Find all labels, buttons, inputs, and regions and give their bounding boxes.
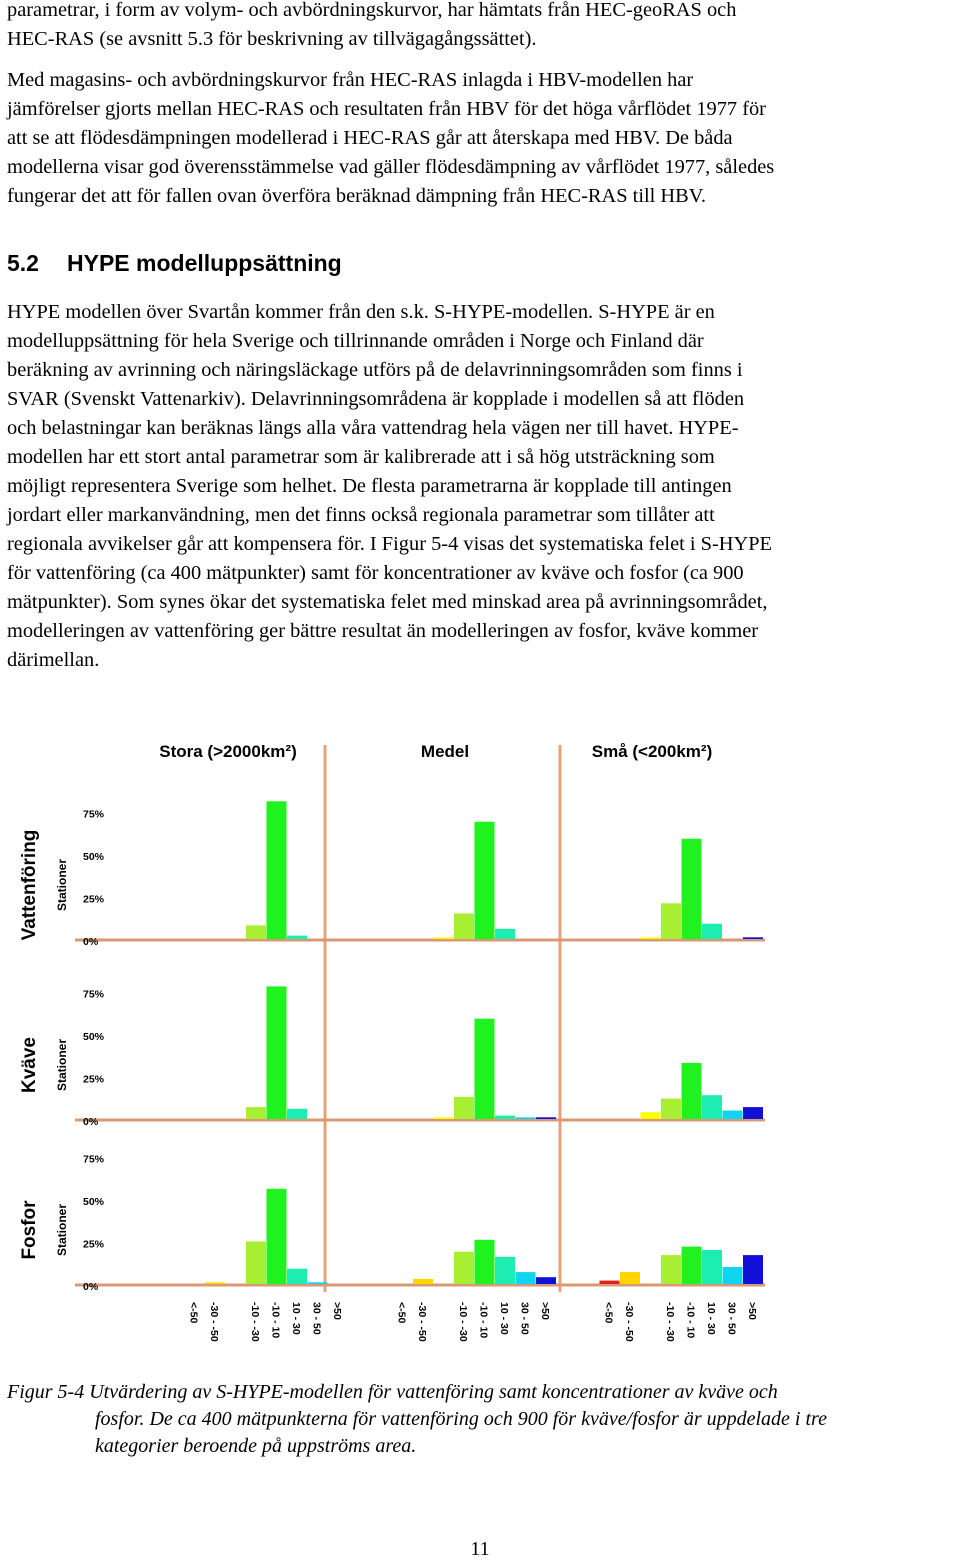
category-tick-label: 30 - 50 — [518, 1302, 531, 1335]
chart-bar — [287, 1109, 307, 1119]
paragraph-line: att se att flödesdämpningen modellerad i HEC-RAS går att återskapa med HBV. De båda — [7, 127, 733, 149]
chart-bar — [267, 801, 287, 939]
y-tick-label: 75% — [83, 988, 105, 1001]
caption-line: Figur 5-4 Utvärdering av S-HYPE-modellen för vattenföring samt koncentrationer av kväve och — [7, 1381, 778, 1403]
paragraph-line: parametrar, i form av volym- och avbördningskurvor, har hämtats från HEC-geoRAS och — [7, 0, 737, 21]
y-tick-label: 25% — [83, 893, 105, 906]
caption-line: kategorier beroende på uppströms area. — [95, 1435, 417, 1457]
category-tick-label: -10 - -30 — [457, 1302, 469, 1342]
category-tick-label: -10 - 10 — [477, 1302, 490, 1339]
chart-bar — [287, 1269, 307, 1284]
chart-bar — [475, 1019, 495, 1119]
chart-bar — [454, 914, 474, 940]
chart-bar — [702, 1250, 722, 1284]
chart-bar — [661, 1255, 681, 1284]
chart-bar — [682, 839, 702, 939]
chart-bar — [454, 1252, 474, 1284]
chart-bar — [246, 925, 266, 939]
paragraph-line: därimellan. — [7, 649, 100, 671]
paragraph-line: för vattenföring (ca 400 mätpunkter) samt för koncentrationer av kväve och fosfor (ca 900 — [7, 562, 744, 584]
caption-line: fosfor. De ca 400 mätpunkterna för vattenföring och 900 för kväve/fosfor är uppdelade i tre — [95, 1408, 827, 1430]
chart-bar — [682, 1063, 702, 1119]
chart-bar — [661, 903, 681, 939]
chart-bar — [495, 1116, 515, 1119]
chart-bar — [205, 1282, 225, 1284]
page-number: 11 — [470, 1538, 490, 1560]
category-tick-label: >50 — [331, 1302, 343, 1320]
chart-bar — [475, 822, 495, 939]
row-ylabel: Stationer — [55, 858, 69, 912]
paragraph-line: fungerar det att för fallen ovan överföra beräknad dämpning från HEC-RAS till HBV. — [7, 185, 706, 207]
chart-bar — [454, 1097, 474, 1119]
chart-bar — [723, 1111, 743, 1120]
paragraph-line: modellen har ett stort antal parametrar som är kalibrerade att i så hög utsträckning som — [7, 446, 715, 468]
paragraph-line: beräkning av avrinning och näringsläckage utförs på de delavrinningsområden som finns i — [7, 359, 743, 381]
chart-bar — [641, 1112, 661, 1119]
chart-bar — [475, 1240, 495, 1284]
paragraph-line: jordart eller markanvändning, men det finns också regionala parametrar som tillåter att — [7, 504, 715, 526]
row-title: Kväve — [19, 1037, 40, 1093]
y-tick-label: 0% — [83, 1281, 99, 1293]
section-heading — [7, 250, 342, 277]
paragraph-line: HEC-RAS (se avsnitt 5.3 för beskrivning av tillvägagångssättet). — [7, 28, 537, 50]
category-tick-label: 30 - 50 — [310, 1302, 323, 1335]
chart-bar — [702, 1095, 722, 1119]
y-tick-label: 50% — [83, 851, 105, 863]
section-title: HYPE modelluppsättning — [67, 250, 342, 276]
chart-bar — [641, 937, 661, 939]
paragraph-line: och belastningar kan beräknas längs alla våra vattendrag hela vägen ner till havet. HYPE- — [7, 417, 739, 439]
category-tick-label: <-50 — [187, 1302, 200, 1324]
paragraph-line: HYPE modellen över Svartån kommer från den s.k. S-HYPE-modellen. S-HYPE är en — [7, 301, 715, 323]
y-tick-label: 75% — [83, 808, 105, 821]
chart-bar — [434, 937, 454, 939]
y-tick-label: 75% — [83, 1153, 105, 1166]
chart-bar — [246, 1107, 266, 1119]
chart-bar — [723, 1267, 743, 1284]
magasin-paragraph — [7, 66, 957, 211]
chart-bar — [661, 1099, 681, 1119]
category-tick-label: >50 — [746, 1302, 758, 1320]
section-number: 5.2 — [7, 250, 39, 276]
chart-bar — [246, 1242, 266, 1285]
figure-caption — [7, 1379, 957, 1460]
chart-bar — [308, 1282, 328, 1284]
category-tick-label: <-50 — [395, 1302, 408, 1324]
paragraph-line: modelluppsättning för hela Sverige och tillrinnande områden i Norge och Finland där — [7, 330, 704, 352]
paragraph-line: regionala avvikelser går att kompensera för. I Figur 5-4 visas det systematiska felet i S-HYPE — [7, 533, 773, 555]
column-title: Stora (>2000km²) — [159, 742, 297, 761]
category-tick-label: 30 - 50 — [725, 1302, 738, 1335]
paragraph-line: mätpunkter). Som synes ökar det systematiska felet med minskad area på avrinningsområdet, — [7, 591, 768, 613]
chart-bar — [743, 937, 763, 939]
category-tick-label: 10 - 30 — [705, 1302, 717, 1335]
paragraph-line: modelleringen av vattenföring ger bättre resultat än modelleringen av fosfor, kväve kommer — [7, 620, 759, 642]
paragraph-line: möjligt representera Sverige som helhet. De flesta parametrarna är kopplade till antingen — [7, 475, 732, 497]
category-tick-label: -30 - -50 — [416, 1302, 428, 1342]
category-tick-label: -10 - -30 — [664, 1302, 676, 1342]
chart-bar — [413, 1279, 433, 1284]
category-tick-label: -10 - -30 — [249, 1302, 261, 1342]
chart-bar — [495, 1257, 515, 1284]
y-tick-label: 25% — [83, 1238, 105, 1251]
chart-bar — [743, 1255, 763, 1284]
chart-bar — [495, 929, 515, 939]
chart-bar — [536, 1277, 556, 1284]
column-title: Medel — [420, 742, 470, 761]
category-tick-label: -30 - -50 — [623, 1302, 635, 1342]
category-tick-label: <-50 — [602, 1302, 615, 1324]
row-ylabel: Stationer — [55, 1203, 69, 1257]
paragraph-line: SVAR (Svenskt Vattenarkiv). Delavrinningsområdena är kopplade i modellen så att flöden — [7, 388, 745, 410]
intro-paragraph — [7, 0, 957, 54]
chart-bar — [287, 936, 307, 939]
column-title: Små (<200km²) — [591, 742, 713, 761]
paragraph-line: Med magasins- och avbördningskurvor från HEC-RAS inlagda i HBV-modellen har — [7, 69, 694, 91]
chart-bar — [516, 1117, 536, 1119]
chart-bar — [743, 1107, 763, 1119]
chart-bar — [682, 1247, 702, 1284]
hype-paragraph — [7, 298, 957, 675]
chart-bar — [434, 1117, 454, 1119]
chart-bar — [267, 1189, 287, 1284]
category-tick-label: >50 — [539, 1302, 551, 1320]
chart-bar — [600, 1281, 620, 1284]
figure-5-4-bar-grid — [0, 720, 960, 1360]
chart-bar — [620, 1272, 640, 1284]
chart-bar — [702, 924, 722, 939]
category-tick-label: 10 - 30 — [498, 1302, 510, 1335]
y-tick-label: 50% — [83, 1031, 105, 1043]
category-tick-label: -10 - 10 — [684, 1302, 697, 1339]
paragraph-line: jämförelser gjorts mellan HEC-RAS och resultaten från HBV för det höga vårflödet 1977 för — [7, 98, 766, 120]
row-ylabel: Stationer — [55, 1038, 69, 1092]
category-tick-label: 10 - 30 — [290, 1302, 302, 1335]
chart-bar — [536, 1117, 556, 1119]
category-tick-label: -30 - -50 — [208, 1302, 220, 1342]
row-title: Vattenföring — [19, 829, 40, 941]
y-tick-label: 0% — [83, 936, 99, 948]
chart-bar — [516, 1272, 536, 1284]
row-title: Fosfor — [19, 1200, 40, 1260]
y-tick-label: 50% — [83, 1196, 105, 1208]
y-tick-label: 0% — [83, 1116, 99, 1128]
chart-bar — [267, 986, 287, 1119]
y-tick-label: 25% — [83, 1073, 105, 1086]
category-tick-label: -10 - 10 — [269, 1302, 282, 1339]
paragraph-line: modellerna visar god överensstämmelse vad gäller flödesdämpning av vårflödet 1977, således — [7, 156, 775, 178]
